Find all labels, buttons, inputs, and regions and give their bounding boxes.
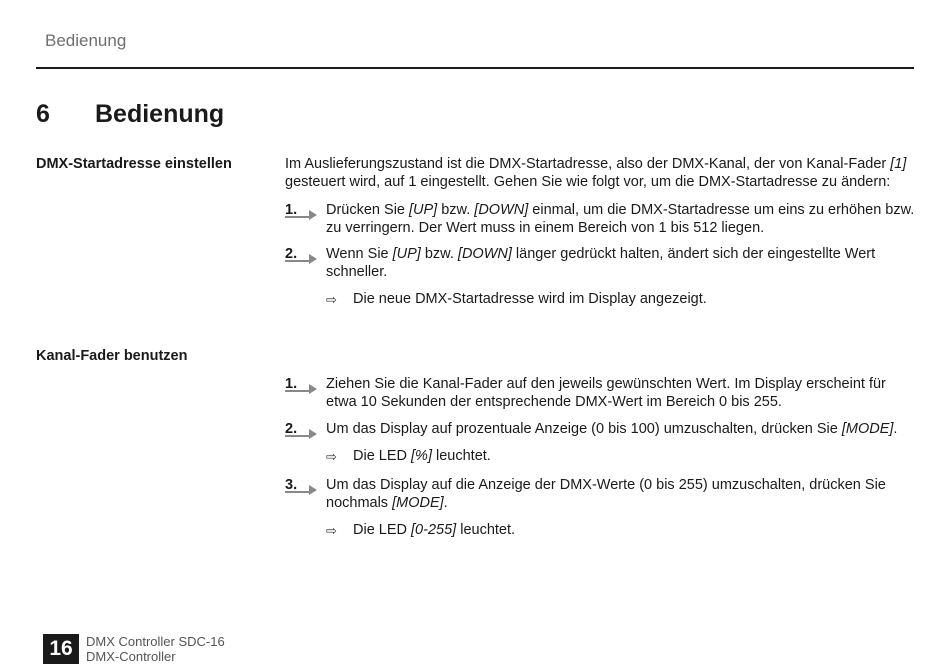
result-arrow-icon: ⇨ bbox=[326, 292, 337, 307]
step-text bbox=[326, 202, 916, 237]
result-arrow-icon: ⇨ bbox=[326, 523, 337, 538]
step-text-part: Wenn Sie bbox=[326, 246, 393, 262]
section-heading-startadresse: DMX-Startadresse einstellen bbox=[36, 156, 232, 172]
step-text-part: bzw. bbox=[437, 202, 475, 218]
led-0-255: [0-255] bbox=[411, 522, 457, 538]
page-number: 16 bbox=[43, 634, 79, 664]
key-down: [DOWN] bbox=[457, 246, 512, 262]
intro-text: Im Auslieferungszustand ist die DMX-Startadresse, also der DMX-Kanal, der von Kanal-Fader bbox=[285, 156, 891, 172]
section-intro bbox=[285, 156, 917, 191]
step-number: 2. bbox=[285, 246, 298, 262]
result-text-part: leuchtet. bbox=[456, 522, 516, 538]
result-text-part: leuchtet. bbox=[431, 448, 491, 464]
step-text bbox=[326, 376, 916, 411]
step-number: 1. bbox=[285, 376, 298, 392]
result-text-part: Die LED bbox=[353, 522, 412, 538]
step-text bbox=[326, 421, 916, 439]
result-text: Die neue DMX-Startadresse wird im Display angezeigt. bbox=[353, 291, 707, 307]
step-arrow-icon bbox=[285, 482, 319, 496]
step-text bbox=[326, 477, 916, 512]
step-marker bbox=[285, 202, 319, 220]
step-marker bbox=[285, 376, 319, 394]
step-text-part: Um das Display auf prozentuale Anzeige (0 bis 100) umzuschalten, drücken Sie bbox=[326, 421, 842, 437]
key-down: [DOWN] bbox=[474, 202, 529, 218]
result-text bbox=[353, 448, 491, 466]
led-percent: [%] bbox=[411, 448, 432, 464]
section-heading-kanal-fader: Kanal-Fader benutzen bbox=[36, 348, 188, 364]
result-text bbox=[353, 522, 515, 540]
header-divider bbox=[36, 67, 914, 69]
step-text-part: . bbox=[893, 421, 898, 437]
key-mode: [MODE] bbox=[392, 494, 444, 511]
step-number: 3. bbox=[285, 477, 298, 493]
step-arrow-icon bbox=[285, 207, 319, 221]
step-arrow-icon bbox=[285, 426, 319, 440]
intro-text-cont: gesteuert wird, auf 1 eingestellt. Gehen Sie wie folgt vor, um die DMX-Startadresse zu ändern: bbox=[285, 173, 891, 190]
step-number: 1. bbox=[285, 202, 298, 218]
chapter-number: 6 bbox=[36, 100, 50, 128]
key-mode: [MODE] bbox=[841, 421, 894, 437]
step-text bbox=[326, 246, 916, 281]
fader-reference: [1] bbox=[890, 156, 907, 172]
step-number: 2. bbox=[285, 421, 298, 437]
step-text-part: . bbox=[443, 494, 448, 511]
step-marker bbox=[285, 246, 319, 264]
step-arrow-icon bbox=[285, 381, 319, 395]
step-text-part: Um das Display auf die Anzeige der DMX-Werte (0 bis 255) umzuschalten, drücken Sie nochmals bbox=[326, 477, 886, 511]
step-text-part: länger gedrückt halten, ändert sich der eingestellte Wert schneller. bbox=[326, 246, 876, 280]
result-text-part: Die LED bbox=[353, 448, 412, 464]
footer-product-name: DMX Controller SDC-16 bbox=[86, 634, 225, 649]
step-arrow-icon bbox=[285, 251, 319, 265]
footer-product-type: DMX-Controller bbox=[86, 649, 176, 664]
step-text-part: bzw. bbox=[420, 246, 458, 262]
step-marker bbox=[285, 477, 319, 495]
step-text-part: einmal, um die DMX-Startadresse um eins zu erhöhen bzw. zu verringern. Der Wert muss in einem Bereich von 1 bis 512 liegen. bbox=[326, 202, 915, 236]
chapter-title: Bedienung bbox=[95, 100, 225, 128]
step-text-part: Ziehen Sie die Kanal-Fader auf den jeweils gewünschten Wert. Im Display erscheint für etwa 10 Sekunden der entsprechende DMX-Wert im Bereich 0 bis 255. bbox=[326, 376, 886, 410]
result-arrow-icon: ⇨ bbox=[326, 449, 337, 464]
step-marker bbox=[285, 421, 319, 439]
step-text-part: Drücken Sie bbox=[326, 202, 410, 218]
running-header: Bedienung bbox=[45, 31, 127, 50]
key-up: [UP] bbox=[409, 202, 438, 218]
key-up: [UP] bbox=[392, 246, 421, 262]
